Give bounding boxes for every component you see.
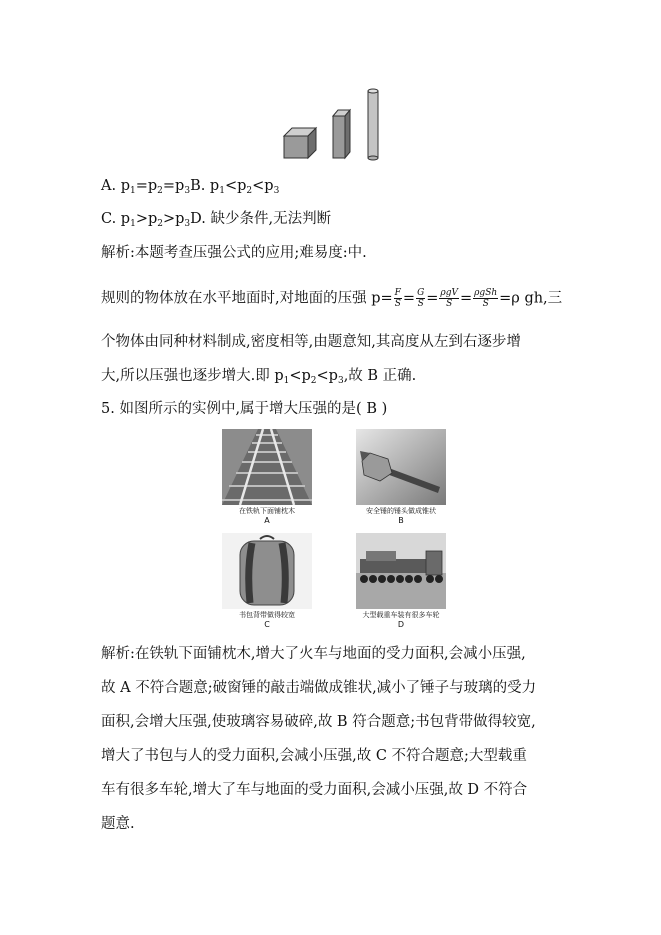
- photo-grid: [220, 427, 462, 637]
- fraction-rgv-over-s: $\frac{\text{ρgV}}{S}$: [440, 288, 458, 309]
- question-5: 5. 如图所示的实例中,属于增大压强的是( B ): [101, 401, 388, 417]
- photo-caption: 大型载重车装有很多车轮: [362, 611, 440, 619]
- photo-caption: 在铁轨下面铺枕木: [239, 507, 295, 515]
- photo-a: [222, 429, 312, 525]
- cylinder-solid: [368, 89, 378, 160]
- analysis-line: 故 A 不符合题意;破窗锤的敲击端做成锥状,减小了锤子与玻璃的受力: [101, 680, 537, 696]
- pressure-formula-line: 规则的物体放在水平地面时,对地面的压强 p= $\frac{F}{S}$ = $\frac{G}{S}$ = $\frac{\text{ρgV}}{S}$ = $\frac{\text{ρgSh}}{S}$ =ρ gh,三: [101, 288, 563, 309]
- cube-solid: [284, 128, 316, 158]
- analysis-line: 题意.: [101, 816, 135, 832]
- analysis-line: 增大了书包与人的受力面积,会减小压强,故 C 不符合题意;大型载重: [101, 748, 527, 764]
- photo-letter: B: [398, 516, 404, 525]
- photo-letter: C: [264, 620, 270, 629]
- fraction-rgsh-over-s: $\frac{\text{ρgSh}}{S}$: [474, 288, 498, 309]
- fraction-g-over-s: $\frac{G}{S}$: [417, 288, 425, 309]
- heavy-truck-photo: [356, 533, 446, 609]
- fraction-f-over-s: $\frac{F}{S}$: [394, 288, 401, 309]
- photo-letter: D: [397, 620, 405, 629]
- photo-c: [222, 533, 312, 629]
- options-a-b: A. $p_1=p_2=p_3B$. $p_1<p_2<p_3$: [101, 178, 280, 196]
- photo-caption: 书包背带做得较宽: [239, 611, 295, 619]
- analysis-line: 解析:在铁轨下面铺枕木,增大了火车与地面的受力面积,会减小压强,: [101, 646, 526, 662]
- analysis-line: 面积,会增大压强,使玻璃容易破碎,故 B 符合题意;书包背带做得较宽,: [101, 714, 536, 730]
- prism-solid: [333, 110, 350, 158]
- backpack-photo: [222, 533, 312, 609]
- paragraph-line: 个物体由同种材料制成,密度相等,由题意知,其高度从左到右逐步增: [101, 334, 521, 350]
- railway-photo: [222, 429, 312, 505]
- hammer-photo: [356, 429, 446, 505]
- analysis-line: 车有很多车轮,增大了车与地面的受力面积,会减小压强,故 D 不符合: [101, 782, 528, 798]
- photo-letter: A: [264, 516, 270, 525]
- photo-b: [356, 429, 446, 525]
- analysis-summary: 解析:本题考查压强公式的应用;难易度:中.: [101, 245, 367, 261]
- photo-d: [356, 533, 446, 629]
- three-solids-figure: [281, 86, 385, 162]
- paragraph-line: 大,所以压强也逐步增大.即 $p_1<p_2<p_3$,故 B 正确.: [101, 368, 417, 386]
- options-c-d: C. $p_1>p_2>p_3D$. 缺少条件,无法判断: [101, 211, 332, 229]
- photo-caption: 安全锤的锤头做成锥状: [366, 507, 436, 515]
